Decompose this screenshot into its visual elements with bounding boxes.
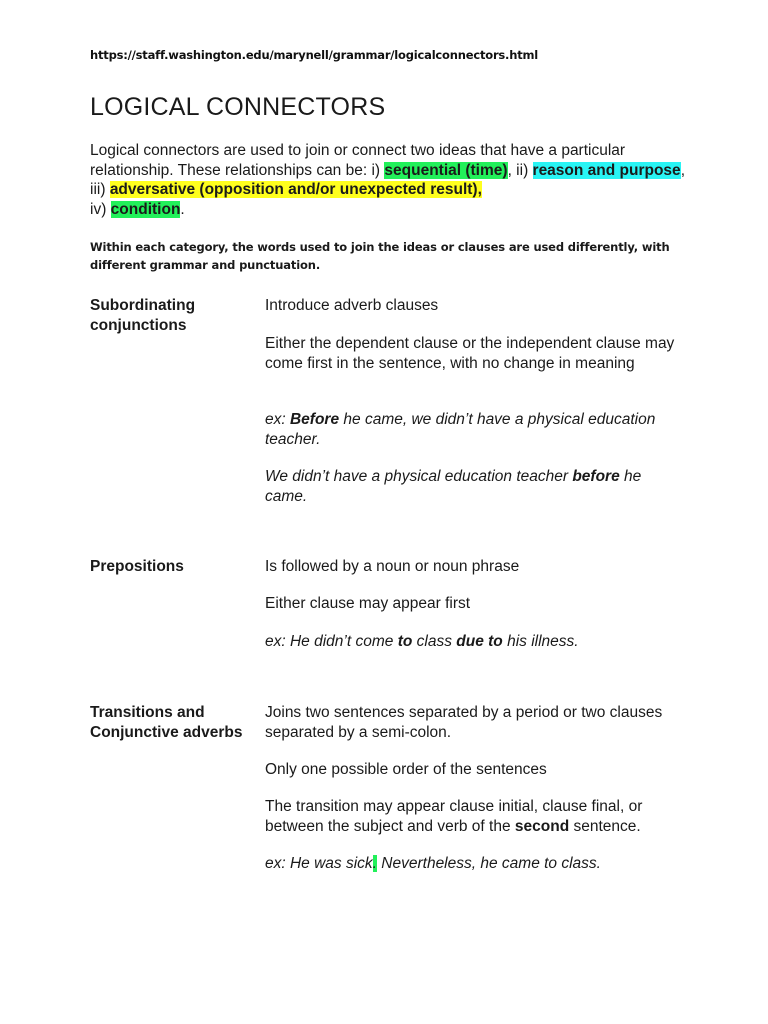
ex-text: ex: He was sick bbox=[265, 855, 373, 872]
subordinating-example-2 bbox=[265, 467, 685, 506]
desc-text: The transition may appear clause initial, clause final, or between the subject and verb of the bbox=[265, 798, 643, 835]
ex-keyword: due to bbox=[456, 633, 503, 650]
highlight-reason-purpose: reason and purpose bbox=[532, 161, 681, 179]
ex-text: his illness. bbox=[502, 633, 579, 650]
highlight-sequential: sequential (time) bbox=[384, 161, 508, 179]
prepositions-desc-1: Is followed by a noun or noun phrase bbox=[265, 558, 520, 575]
category-note: Within each category, the words used to join the ideas or clauses are used differently, with different grammar and punctuation. bbox=[90, 240, 670, 272]
ex-text: he came, we didn’t have a physical education teacher. bbox=[265, 411, 656, 448]
page-title: LOGICAL CONNECTORS bbox=[90, 93, 386, 121]
ex-text: he came. bbox=[265, 468, 642, 505]
transitions-desc-2: Only one possible order of the sentences bbox=[265, 761, 547, 778]
subordinating-desc-2: Either the dependent clause or the independent clause may come first in the sentence, with no change in meaning bbox=[265, 335, 675, 372]
ex-text: Nevertheless, he came to class. bbox=[376, 855, 601, 872]
intro-paragraph bbox=[90, 141, 690, 219]
ex-text: ex: bbox=[265, 411, 290, 428]
intro-text-3: , iii) bbox=[90, 161, 685, 198]
transitions-desc-1: Joins two sentences separated by a period or two clauses separated by a semi-colon. bbox=[265, 704, 663, 741]
desc-text: sentence. bbox=[569, 817, 641, 835]
term-transitions: Transitions and Conjunctive adverbs bbox=[90, 704, 243, 741]
desc-keyword: second bbox=[514, 817, 570, 835]
intro-text-1: Logical connectors are used to join or connect two ideas that have a particular relationship. These relationships can be: i) bbox=[90, 142, 626, 179]
prepositions-desc-2: Either clause may appear first bbox=[265, 595, 471, 612]
intro-text-2: , ii) bbox=[507, 161, 533, 179]
highlight-adversative: adversative (opposition and/or unexpected result), bbox=[109, 181, 482, 198]
ex-keyword: before bbox=[572, 468, 620, 485]
prepositions-example bbox=[265, 632, 685, 652]
transitions-example bbox=[265, 854, 685, 874]
subordinating-example-1 bbox=[265, 410, 685, 449]
ex-text: We didn’t have a physical education teacher bbox=[265, 468, 573, 485]
term-subordinating-conjunctions: Subordinating conjunctions bbox=[90, 297, 196, 334]
ex-keyword: to bbox=[397, 633, 413, 650]
ex-text: ex: He didn’t come bbox=[265, 633, 398, 650]
source-url: https://staff.washington.edu/marynell/grammar/logicalconnectors.html bbox=[90, 48, 539, 62]
highlight-condition: condition bbox=[110, 200, 181, 218]
intro-text-4: iv) bbox=[90, 200, 111, 218]
term-prepositions: Prepositions bbox=[90, 558, 184, 575]
ex-text: class bbox=[412, 633, 457, 650]
intro-text-5: . bbox=[180, 200, 185, 218]
highlight-period: . bbox=[372, 855, 377, 872]
transitions-desc-3 bbox=[265, 797, 685, 836]
ex-keyword: Before bbox=[289, 411, 340, 428]
subordinating-desc-1: Introduce adverb clauses bbox=[265, 297, 439, 314]
